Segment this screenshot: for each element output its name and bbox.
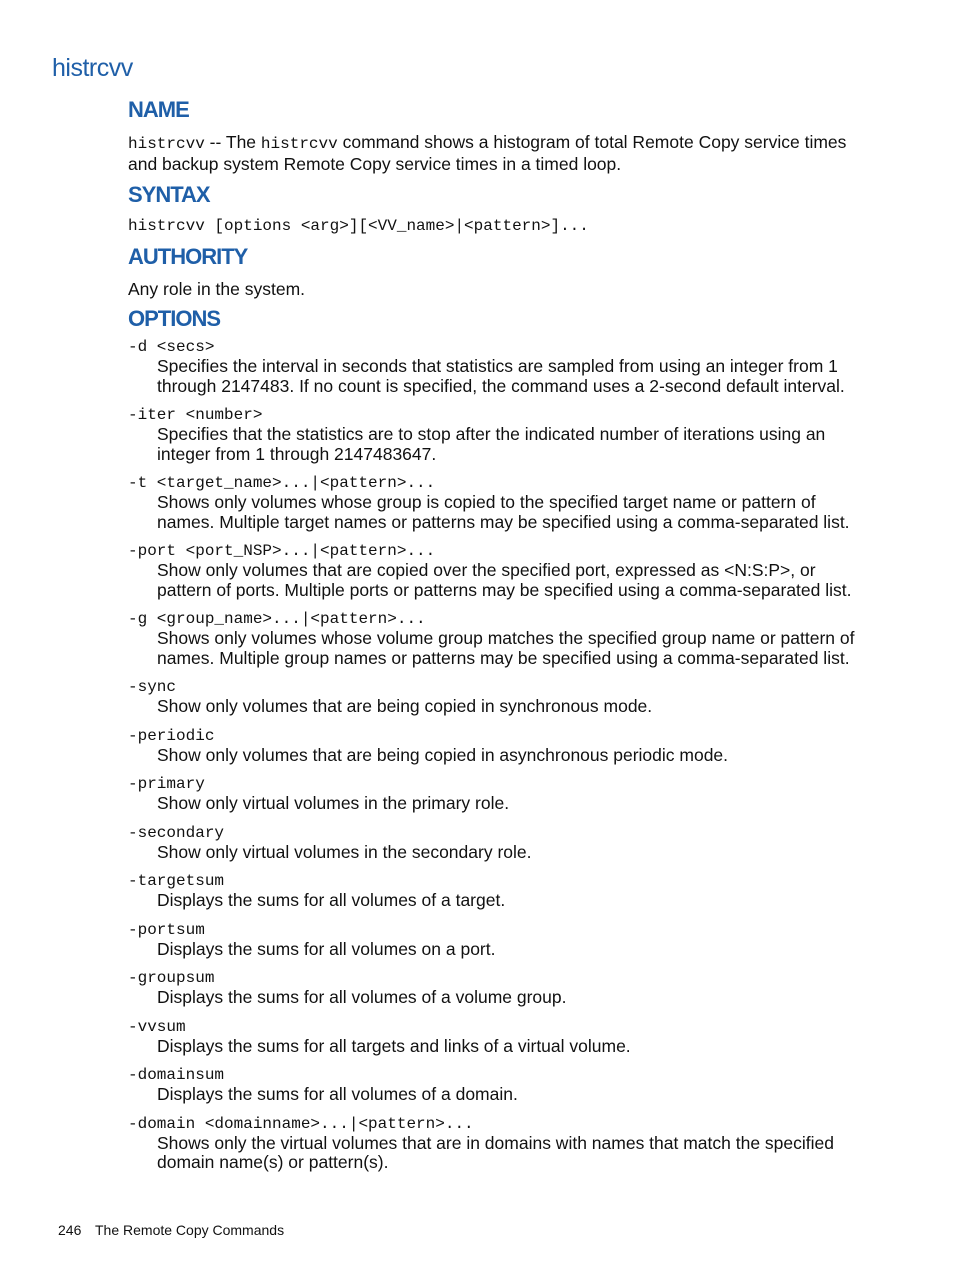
option-item bbox=[128, 337, 873, 396]
option-flag: -secondary bbox=[128, 823, 225, 842]
option-item bbox=[128, 920, 873, 960]
option-description: Displays the sums for all volumes of a target. bbox=[157, 890, 506, 910]
option-flag: -d <secs> bbox=[128, 338, 215, 356]
chapter-title: The Remote Copy Commands bbox=[95, 1222, 285, 1238]
syntax-section-heading: SYNTAX bbox=[128, 182, 210, 207]
option-flag: -g <group_name>...|<pattern>... bbox=[128, 610, 426, 628]
name-section-heading: NAME bbox=[128, 97, 189, 122]
option-flag: -groupsum bbox=[128, 969, 215, 987]
options-section-heading: OPTIONS bbox=[128, 306, 221, 331]
option-description: Shows only volumes whose volume group matches the specified group name or pattern of names. Multiple group names or patterns may be specified using a comma-separated list. bbox=[157, 628, 855, 668]
option-description: Specifies that the statistics are to stop after the indicated number of iterations using an integer from 1 through 2147483647. bbox=[157, 424, 826, 464]
option-item bbox=[128, 609, 873, 668]
command-name-inline: histrcvv bbox=[260, 135, 338, 153]
option-item bbox=[128, 871, 873, 911]
option-item bbox=[128, 677, 873, 717]
option-flag: -port <port_NSP>...|<pattern>... bbox=[128, 542, 436, 560]
option-description: Show only virtual volumes in the primary role. bbox=[157, 793, 510, 813]
option-description: Show only volumes that are being copied in synchronous mode. bbox=[157, 696, 653, 716]
option-description: Show only virtual volumes in the secondary role. bbox=[157, 841, 532, 862]
option-description: Show only volumes that are copied over the specified port, expressed as <N:S:P>, or pattern of ports. Multiple ports or patterns may be specified using a comma-separated list. bbox=[157, 560, 852, 600]
option-item bbox=[128, 774, 873, 814]
option-flag: -periodic bbox=[128, 726, 215, 745]
option-item bbox=[128, 405, 873, 464]
option-item bbox=[128, 1017, 873, 1057]
option-description: Shows only the virtual volumes that are in domains with names that match the specified domain name(s) or pattern(s). bbox=[157, 1132, 835, 1172]
option-flag: -sync bbox=[128, 678, 177, 696]
authority-section-heading: AUTHORITY bbox=[128, 244, 248, 269]
option-flag: -domainsum bbox=[128, 1066, 225, 1084]
option-item bbox=[128, 968, 873, 1008]
option-description: Displays the sums for all volumes of a volume group. bbox=[157, 987, 567, 1007]
option-description: Show only volumes that are being copied in asynchronous periodic mode. bbox=[157, 744, 729, 765]
option-description: Displays the sums for all targets and links of a virtual volume. bbox=[157, 1035, 631, 1056]
option-item bbox=[128, 823, 873, 863]
option-item bbox=[128, 473, 873, 532]
option-description: Shows only volumes whose group is copied to the specified target name or pattern of names. Multiple target names or patterns may be specified using a comma-separated list. bbox=[157, 492, 850, 532]
option-item bbox=[128, 1114, 873, 1173]
options-list bbox=[128, 337, 873, 1173]
page-content bbox=[128, 94, 873, 1182]
page-number: 246 bbox=[58, 1222, 82, 1238]
option-flag: -domain <domainname>...|<pattern>... bbox=[128, 1114, 474, 1133]
option-flag: -primary bbox=[128, 775, 205, 793]
page-footer bbox=[58, 1222, 284, 1238]
option-description: Displays the sums for all volumes of a domain. bbox=[157, 1084, 518, 1104]
option-item bbox=[128, 541, 873, 600]
option-flag: -targetsum bbox=[128, 872, 225, 890]
name-description bbox=[128, 132, 873, 174]
option-item bbox=[128, 1065, 873, 1105]
option-flag: -vvsum bbox=[128, 1017, 186, 1036]
option-flag: -t <target_name>...|<pattern>... bbox=[128, 474, 436, 492]
command-name: histrcvv bbox=[128, 135, 205, 153]
authority-text: Any role in the system. bbox=[128, 279, 306, 299]
syntax-line: histrcvv [options <arg>][<VV_name>|<pattern>]... bbox=[128, 217, 589, 235]
name-separator: -- The bbox=[204, 132, 261, 152]
option-flag: -portsum bbox=[128, 920, 205, 939]
page-title: histrcvv bbox=[52, 54, 133, 82]
option-item bbox=[128, 726, 873, 766]
option-description: Specifies the interval in seconds that statistics are sampled from using an integer from 1 through 2147483. If no count is specified, the command uses a 2-second default interval. bbox=[157, 356, 845, 396]
option-description: Displays the sums for all volumes on a port. bbox=[157, 938, 496, 959]
option-flag: -iter <number> bbox=[128, 406, 263, 424]
name-text: command shows a histogram of total Remote Copy service times and backup system Remote Copy service times in a timed loop. bbox=[128, 132, 847, 174]
